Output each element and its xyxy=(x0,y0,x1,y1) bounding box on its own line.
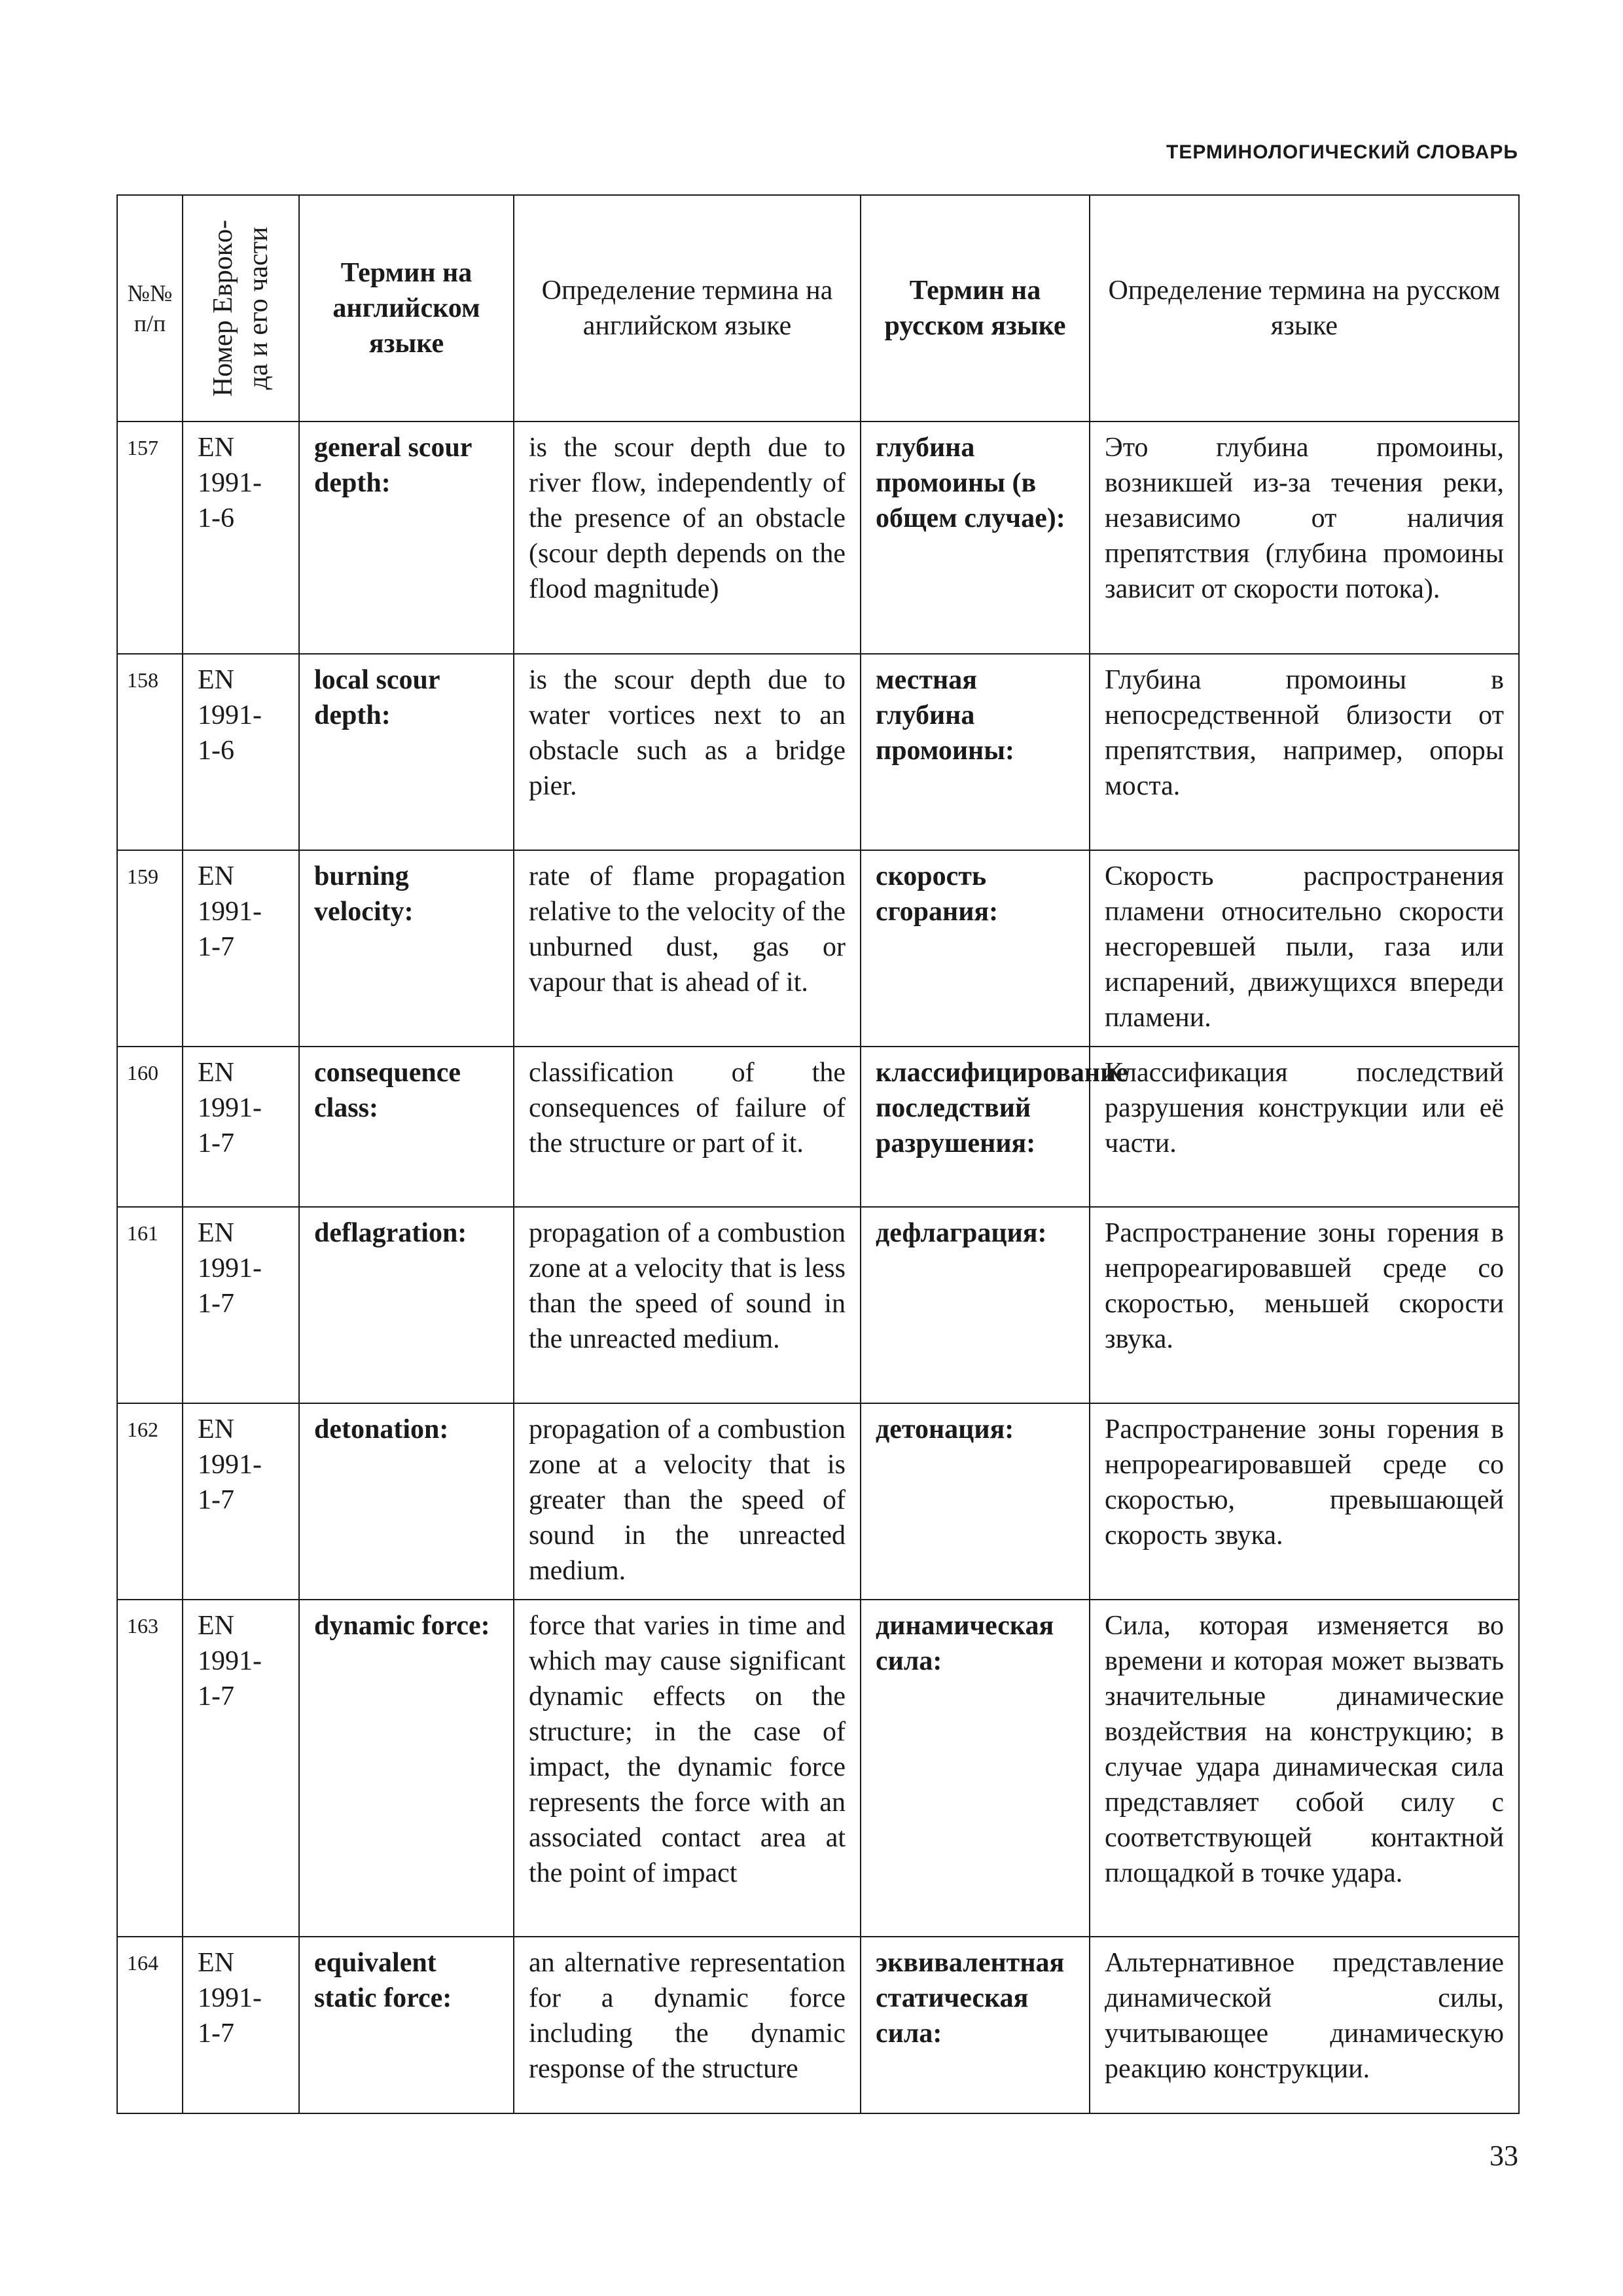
row-num: 158 xyxy=(117,654,183,850)
row-code: EN 1991- 1-7 xyxy=(183,1403,299,1600)
header-num-text: №№ п/п xyxy=(127,280,173,336)
row-term-ru: глубина промоины (в общем случае): xyxy=(861,422,1090,654)
table-row xyxy=(117,1937,1519,2113)
row-def-en: classification of the consequences of failure of the structure or part of it. xyxy=(514,1047,861,1207)
row-code: EN 1991- 1-7 xyxy=(183,850,299,1047)
row-def-ru: Скорость распространения пламени относительно скорости несгоревшей пыли, газа или испарений, движущихся впереди пламени. xyxy=(1090,850,1519,1047)
row-term-en: burning velocity: xyxy=(299,850,514,1047)
terminology-table xyxy=(116,194,1520,2114)
row-term-ru: скорость сгорания: xyxy=(861,850,1090,1047)
row-def-ru: Альтернативное представление динамической силы, учитывающее динамическую реакцию конструкции. xyxy=(1090,1937,1519,2113)
header-code-text: Номер Еврокo- да и его части xyxy=(208,219,274,397)
row-def-ru: Распространение зоны горения в непрореагировавшей среде со скоростью, превышающей скорость звука. xyxy=(1090,1403,1519,1600)
row-code: EN 1991- 1-7 xyxy=(183,1600,299,1937)
page-number: 33 xyxy=(1489,2140,1518,2172)
row-def-en: rate of flame propagation relative to the velocity of the unburned dust, gas or vapour that is ahead of it. xyxy=(514,850,861,1047)
row-term-en: consequence class: xyxy=(299,1047,514,1207)
header-term-en: Термин на английском языке xyxy=(299,195,514,422)
table-row xyxy=(117,654,1519,850)
table-row xyxy=(117,1600,1519,1937)
row-num: 159 xyxy=(117,850,183,1047)
row-term-en: equivalent static force: xyxy=(299,1937,514,2113)
row-def-en: is the scour depth due to river flow, independently of the presence of an obstacle (scour depth depends on the flood magnitude) xyxy=(514,422,861,654)
running-head: ТЕРМИНОЛОГИЧЕСКИЙ СЛОВАРЬ xyxy=(1166,141,1518,163)
row-def-en: propagation of a combustion zone at a velocity that is greater than the speed of sound in the unreacted medium. xyxy=(514,1403,861,1600)
header-def-en: Определение термина на английском языке xyxy=(514,195,861,422)
row-def-ru: Это глубина промоины, возникшей из-за течения реки, независимо от наличия препятствия (глубина промоины зависит от скорости потока). xyxy=(1090,422,1519,654)
header-code xyxy=(183,195,299,422)
row-def-ru: Распространение зоны горения в непрореагировавшей среде со скоростью, меньшей скорости звука. xyxy=(1090,1207,1519,1403)
row-code: EN 1991- 1-7 xyxy=(183,1937,299,2113)
table-row xyxy=(117,1047,1519,1207)
row-def-ru: Классификация последствий разрушения конструкции или её части. xyxy=(1090,1047,1519,1207)
header-term-ru: Термин на русском языке xyxy=(861,195,1090,422)
row-term-en: local scour depth: xyxy=(299,654,514,850)
row-term-en: deflagration: xyxy=(299,1207,514,1403)
row-num: 160 xyxy=(117,1047,183,1207)
row-term-en: dynamic force: xyxy=(299,1600,514,1937)
row-def-en: is the scour depth due to water vortices next to an obstacle such as a bridge pier. xyxy=(514,654,861,850)
row-def-en: an alternative representation for a dynamic force including the dynamic response of the structure xyxy=(514,1937,861,2113)
row-term-ru: местная глубина промоины: xyxy=(861,654,1090,850)
row-term-ru: дефлаграция: xyxy=(861,1207,1090,1403)
table-row xyxy=(117,850,1519,1047)
header-def-ru: Определение термина на русском языке xyxy=(1090,195,1519,422)
row-term-ru: эквивалентная статическая сила: xyxy=(861,1937,1090,2113)
row-code: EN 1991- 1-7 xyxy=(183,1207,299,1403)
row-num: 161 xyxy=(117,1207,183,1403)
row-num: 163 xyxy=(117,1600,183,1937)
row-code: EN 1991- 1-7 xyxy=(183,1047,299,1207)
row-def-en: propagation of a combustion zone at a velocity that is less than the speed of sound in the unreacted medium. xyxy=(514,1207,861,1403)
row-def-en: force that varies in time and which may cause significant dynamic effects on the structure; in the case of impact, the dynamic force represents the force with an associated contact area at the point of impact xyxy=(514,1600,861,1937)
row-term-en: detonation: xyxy=(299,1403,514,1600)
table-row xyxy=(117,1403,1519,1600)
row-term-ru: классифицирование последствий разрушения: xyxy=(861,1047,1090,1207)
table-row xyxy=(117,422,1519,654)
row-num: 157 xyxy=(117,422,183,654)
row-num: 164 xyxy=(117,1937,183,2113)
row-term-ru: динамическая сила: xyxy=(861,1600,1090,1937)
row-term-en: general scour depth: xyxy=(299,422,514,654)
row-def-ru: Глубина промоины в непосредственной близости от препятствия, например, опоры моста. xyxy=(1090,654,1519,850)
header-num xyxy=(117,195,183,422)
table-row xyxy=(117,1207,1519,1403)
table-header-row xyxy=(117,195,1519,422)
row-num: 162 xyxy=(117,1403,183,1600)
row-code: EN 1991- 1-6 xyxy=(183,422,299,654)
row-term-ru: детонация: xyxy=(861,1403,1090,1600)
row-code: EN 1991- 1-6 xyxy=(183,654,299,850)
row-def-ru: Сила, которая изменяется во времени и которая может вызвать значительные динамические воздействия на конструкцию; в случае удара динамическая сила представляет собой силу с соответствующей контактной площадкой в точке удара. xyxy=(1090,1600,1519,1937)
